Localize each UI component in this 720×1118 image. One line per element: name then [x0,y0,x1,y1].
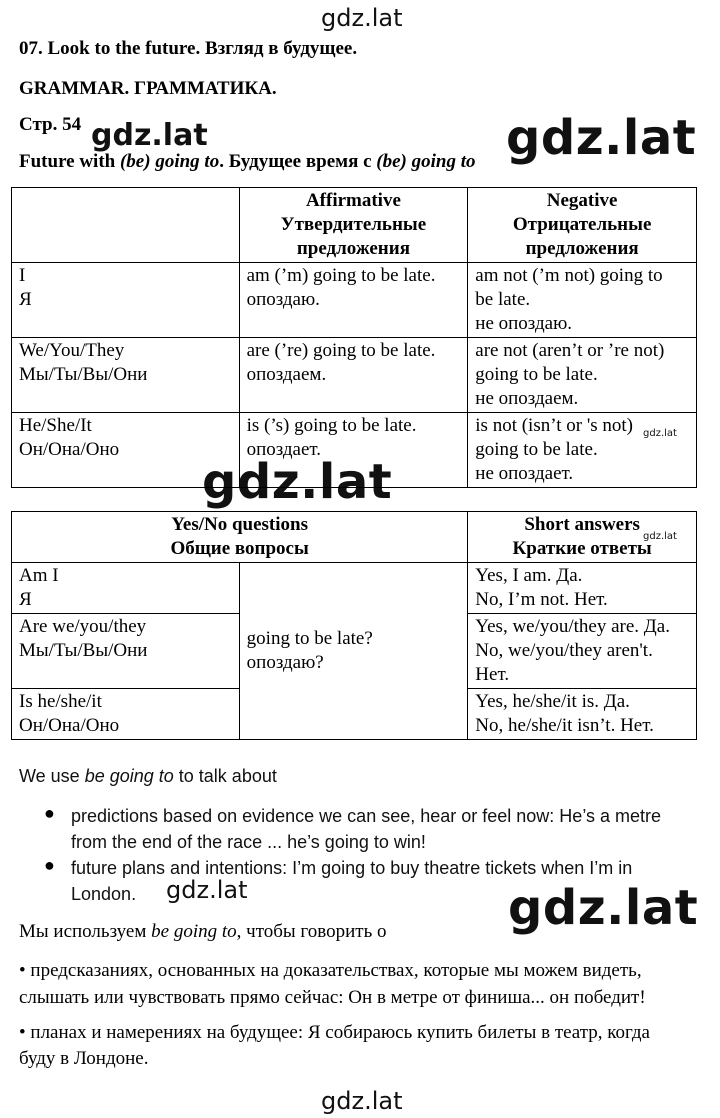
table1-subject-cell: He/She/It Он/Она/Оно [12,413,240,488]
intro-ru [19,919,386,945]
table1-negative-cell: is not (isn’t or 's not) going to be late. не опоздает. [468,413,697,488]
intro-ru-part-3: , чтобы говорить о [236,921,387,942]
bullet-dot-1: ● [44,803,55,823]
table2-answer-cell: Yes, we/you/they are. Да. No, we/you/they aren't. Нет. [468,614,697,689]
intro-ru-part-1: Мы используем [19,921,152,942]
bullet-2-line-2: London. [71,884,137,904]
intro-en-part-3: to talk about [173,766,277,786]
table2-subject-cell: Am I Я [12,563,240,614]
watermark-right-header: gdz.lat [506,110,697,166]
table1-affirmative-cell: am (’m) going to be late. опоздаю. [239,263,468,338]
ru-paragraph-2-line-1: • планах и намерениях на будущее: Я собираюсь купить билеты в театр, когда [19,1022,650,1043]
watermark-left-header: gdz.lat [91,118,208,153]
table1-affirmative-cell: is (’s) going to be late. опоздает. [239,413,468,488]
table2-verb-cell: going to be late? опоздаю? [239,563,468,740]
table1-header-cell-empty [12,188,240,263]
table2-header-questions: Yes/No questions Общие вопросы [12,512,468,563]
intro-en-part-2: be going to [84,766,174,786]
bullet-dot-2: ● [44,855,55,875]
table1-header-negative: Negative Отрицательные предложения [468,188,697,263]
table2-answer-cell: Yes, he/she/it is. Да. No, he/she/it isn’t. Нет. [468,689,697,740]
table-row [12,263,697,338]
questions-answers-table [11,511,697,740]
ru-paragraph-2-line-2: буду в Лондоне. [19,1048,149,1069]
section-heading: GRAMMAR. ГРАММАТИКА. [19,78,277,99]
page-title: 07. Look to the future. Взгляд в будущее. [19,38,358,59]
watermark-bottom: gdz.lat [321,1087,403,1115]
watermark-middle: gdz.lat [202,454,393,510]
table1-affirmative-cell: are (’re) going to be late. опоздаем. [239,338,468,413]
table1-header-row [12,188,697,263]
watermark-tiny-table1: gdz.lat [643,428,677,439]
table1-negative-cell: am not (’m not) going to be late. не опоздаю. [468,263,697,338]
table2-header-row [12,512,697,563]
subtitle [19,151,476,173]
bullet-1-line-1: predictions based on evidence we can see, hear or feel now: He’s a metre [71,806,662,826]
watermark-tiny-table2: gdz.lat [643,531,677,542]
table2-subject-cell: Are we/you/they Мы/Ты/Вы/Они [12,614,240,689]
subtitle-part-4: (be) going to [376,151,476,172]
watermark-top: gdz.lat [321,4,403,32]
page-number: Стр. 54 [19,114,82,135]
table1-header-affirmative: Affirmative Утвердительные предложения [239,188,468,263]
subtitle-part-1: Future with [19,151,120,172]
watermark-body-left: gdz.lat [166,876,248,904]
table1-subject-cell: We/You/They Мы/Ты/Вы/Они [12,338,240,413]
table-row [12,338,697,413]
bullet-2-line-1: future plans and intentions: I’m going to buy theatre tickets when I’m in [71,858,633,878]
table1-negative-cell: are not (aren’t or ’re not) going to be late. не опоздаем. [468,338,697,413]
table-row [12,563,697,614]
affirmative-negative-table [11,187,697,488]
table1-subject-cell: I Я [12,263,240,338]
subtitle-part-3: . Будущее время с [219,151,377,172]
table2-header-answers: Short answers Краткие ответы [468,512,697,563]
subtitle-part-2: (be) going to [119,151,220,172]
ru-paragraph-1-line-2: слышать или чувствовать прямо сейчас: Он в метре от финиша... он победит! [19,987,646,1008]
table-row [12,413,697,488]
intro-en-part-1: We use [19,766,85,786]
bullet-1-line-2: from the end of the race ... he’s going to win! [71,832,426,852]
ru-paragraph-1-line-1: • предсказаниях, основанных на доказательствах, которые мы можем видеть, [19,960,642,981]
table2-subject-cell: Is he/she/it Он/Она/Оно [12,689,240,740]
watermark-body-right: gdz.lat [508,880,699,936]
intro-en [19,763,277,789]
table2-answer-cell: Yes, I am. Да. No, I’m not. Нет. [468,563,697,614]
intro-ru-part-2: be going to [151,921,237,942]
